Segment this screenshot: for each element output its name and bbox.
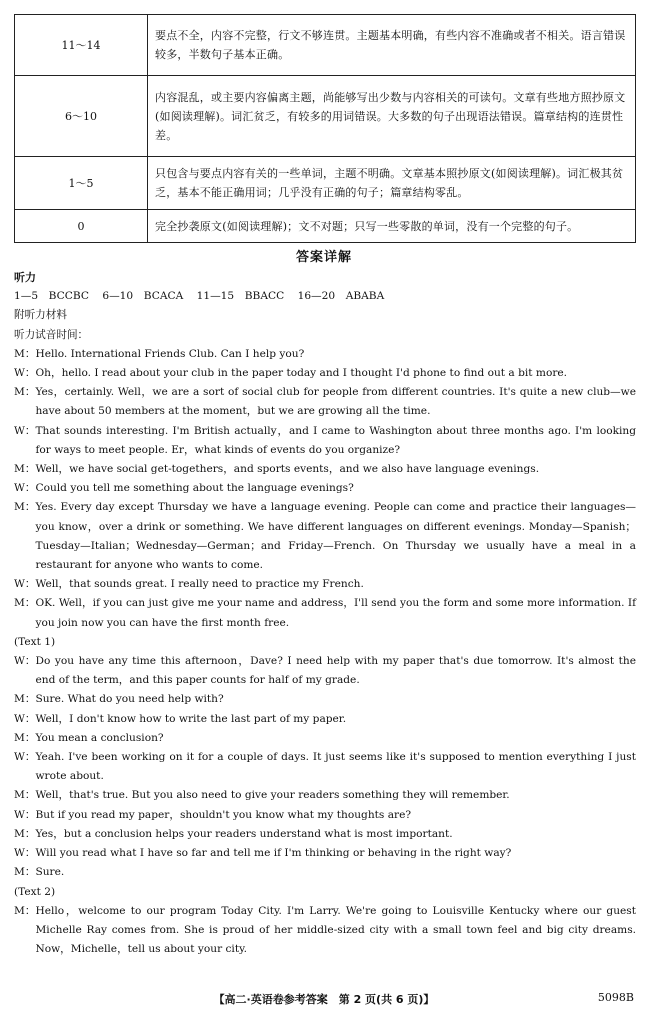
speaker-label: M：: [14, 731, 36, 744]
turn-text: Well，I don't know how to write the last part of my paper.: [35, 712, 347, 725]
dialogue-turn: [14, 364, 636, 383]
dialogue-turn: [14, 844, 636, 863]
score-band: 11～14: [15, 15, 148, 76]
score-row: [15, 210, 636, 243]
speaker-label: M：: [14, 789, 36, 802]
score-row: [15, 157, 636, 210]
dialogue-turn: [14, 422, 636, 460]
score-band: 0: [15, 210, 148, 243]
dialogue-text2: [14, 902, 636, 960]
score-row: [15, 76, 636, 157]
score-band: 1～5: [15, 157, 148, 210]
turn-text: Sure.: [35, 866, 65, 879]
turn-text: Will you read what I have so far and tell me if I'm thinking or behaving in the right way?: [35, 847, 512, 860]
speaker-label: M：: [14, 597, 36, 610]
speaker-label: M：: [14, 693, 36, 706]
dialogue-trial: [14, 345, 636, 633]
dialogue-turn: [14, 383, 636, 421]
score-description: 完全抄袭原文(如阅读理解)；文不对题；只写一些零散的单词，没有一个完整的句子。: [148, 210, 636, 243]
dialogue-turn: [14, 498, 636, 575]
answer-heading: 答案详解: [295, 250, 352, 265]
dialogue-turn: [14, 479, 636, 498]
score-description: 要点不全，内容不完整，行文不够连贯。主题基本明确，有些内容不准确或者不相关。语言错误较多，半数句子基本正确。: [148, 15, 636, 76]
answer-group: 1—5 BCCBC: [14, 290, 89, 303]
speaker-label: M：: [14, 501, 36, 514]
paper-code: 5098B: [597, 991, 634, 1004]
turn-text: Could you tell me something about the language evenings?: [35, 482, 354, 495]
dialogue-turn: [14, 594, 636, 632]
score-description: 只包含与要点内容有关的一些单词，主题不明确。文章基本照抄原文(如阅读理解)。词汇极其贫乏，基本不能正确用词；几乎没有正确的句子；篇章结构零乱。: [148, 157, 636, 210]
scoring-table: [14, 14, 636, 243]
dialogue-turn: [14, 710, 636, 729]
turn-text: Hello. International Friends Club. Can I help you?: [35, 347, 305, 360]
text2-label: (Text 2): [14, 885, 56, 898]
page-footer: 【高二·英语卷参考答案 第 2 页(共 6 页)】: [213, 993, 435, 1006]
speaker-label: W：: [14, 847, 36, 860]
speaker-label: W：: [14, 578, 36, 591]
text1-label: (Text 1): [14, 635, 56, 648]
speaker-label: M：: [14, 866, 36, 879]
speaker-label: M：: [14, 347, 36, 360]
speaker-label: W：: [14, 655, 36, 668]
trial-title: 听力试音时间：: [14, 328, 89, 341]
answer-group: 16—20 ABABA: [297, 290, 385, 303]
dialogue-turn: [14, 729, 636, 748]
turn-text: Sure. What do you need help with?: [35, 693, 224, 706]
turn-text: But if you read my paper，shouldn't you know what my thoughts are?: [35, 808, 412, 821]
turn-text: Yes，certainly. Well，we are a sort of social club for people from different countries. It's quite a new club—we have about 50 members at the moment，but we are growing all the time.: [35, 386, 636, 418]
dialogue-turn: [14, 902, 636, 960]
dialogue-turn: [14, 806, 636, 825]
score-band: 6～10: [15, 76, 148, 157]
answer-group: 6—10 BCACA: [102, 290, 184, 303]
speaker-label: M：: [14, 904, 36, 917]
material-title: 附听力材料: [14, 309, 67, 322]
dialogue-turn: [14, 863, 636, 882]
dialogue-turn: [14, 345, 636, 364]
answer-key: [14, 287, 636, 306]
speaker-label: W：: [14, 424, 36, 437]
turn-text: Do you have any time this afternoon，Dave? I need help with my paper that's due tomorrow. It's almost the end of the term，and this paper counts for half of my grade.: [35, 655, 636, 687]
turn-text: Well，that's true. But you also need to give your readers something they will remember.: [35, 789, 510, 802]
dialogue-turn: [14, 460, 636, 479]
dialogue-turn: [14, 825, 636, 844]
speaker-label: M：: [14, 827, 36, 840]
speaker-label: W：: [14, 482, 36, 495]
turn-text: Yeah. I've been working on it for a couple of days. It just seems like it's supposed to mention everything I just wrote about.: [35, 751, 636, 783]
dialogue-turn: [14, 690, 636, 709]
dialogue-turn: [14, 786, 636, 805]
speaker-label: W：: [14, 367, 36, 380]
listening-title: 听力: [14, 271, 36, 284]
turn-text: Hello，welcome to our program Today City. I'm Larry. We're going to Louisville Kentucky where our guest Michelle Ray comes from. She is proud of her middle-sized city with a small town feel and big city dreams. Now，Michelle，tell us about your city.: [35, 904, 636, 956]
turn-text: Yes，but a conclusion helps your readers understand what is most important.: [35, 827, 453, 840]
answer-group: 11—15 BBACC: [196, 290, 285, 303]
score-row: [15, 15, 636, 76]
dialogue-text1: [14, 652, 636, 882]
dialogue-turn: [14, 748, 636, 786]
speaker-label: W：: [14, 751, 36, 764]
turn-text: Yes. Every day except Thursday we have a language evening. People can come and practice their languages—you know，over a drink or something. We have different languages on different evenings. Monday—Spanish；Tuesday—Italian；Wednesday—German；and Friday—French. On Thursday we usually have a meal in a restaurant for anyone who wants to come.: [35, 501, 636, 572]
turn-text: That sounds interesting. I'm British actually，and I came to Washington about three months ago. I'm looking for ways to meet people. Er，what kinds of events do you organize?: [35, 424, 636, 456]
turn-text: OK. Well，if you can just give me your name and address，I'll send you the form and some more information. If you join now you can have the first month free.: [35, 597, 636, 629]
speaker-label: W：: [14, 808, 36, 821]
answer-content: [14, 268, 636, 959]
speaker-label: W：: [14, 712, 36, 725]
turn-text: Oh，hello. I read about your club in the paper today and I thought I'd phone to find out a bit more.: [35, 367, 568, 380]
speaker-label: M：: [14, 463, 36, 476]
turn-text: Well，we have social get-togethers，and sports events，and we also have language evenings.: [35, 463, 540, 476]
score-description: 内容混乱，或主要内容偏离主题，尚能够写出少数与内容相关的可读句。文章有些地方照抄原文(如阅读理解)。词汇贫乏，有较多的用词错误。大多数的句子出现语法错误。篇章结构的连贯性差。: [148, 76, 636, 157]
dialogue-turn: [14, 652, 636, 690]
turn-text: Well，that sounds great. I really need to practice my French.: [35, 578, 364, 591]
speaker-label: M：: [14, 386, 36, 399]
dialogue-turn: [14, 575, 636, 594]
turn-text: You mean a conclusion?: [35, 731, 164, 744]
